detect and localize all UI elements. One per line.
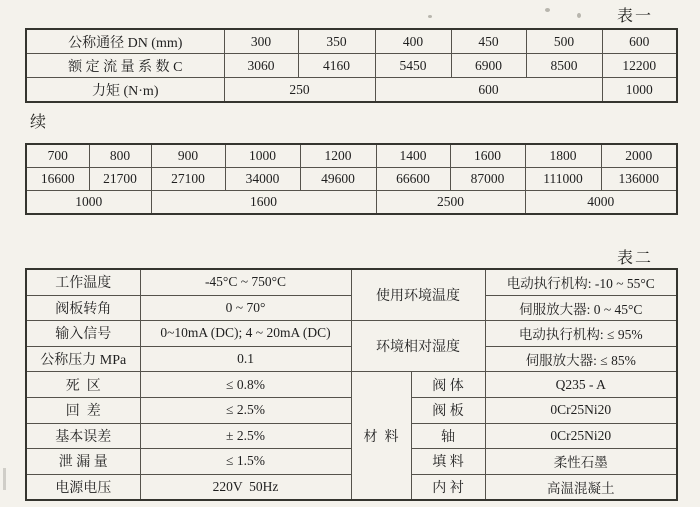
table1-caption: 表一 <box>617 8 654 25</box>
table-row <box>26 144 677 168</box>
dn-value-cell: 1000 <box>225 144 300 168</box>
spec-label-cell: 基本误差 <box>26 423 140 449</box>
torque-value-cell: 1000 <box>602 78 677 103</box>
scan-speck <box>428 15 432 18</box>
continued-label: 续 <box>30 114 47 131</box>
material-value-cell: 高温混凝土 <box>485 474 677 500</box>
dn-value-cell: 400 <box>375 29 451 54</box>
spec-value-cell: ≤ 0.8% <box>140 372 351 398</box>
torque-value-cell: 1600 <box>151 191 376 215</box>
flow-value-cell: 66600 <box>376 168 450 191</box>
spec-label-cell: 电源电压 <box>26 474 140 500</box>
spec-value-cell: 0.1 <box>140 346 351 372</box>
torque-value-cell: 2500 <box>376 191 525 215</box>
spec-label-cell: 工作温度 <box>26 269 140 295</box>
spec-value-cell: -45°C ~ 750°C <box>140 269 351 295</box>
flow-value-cell: 3060 <box>224 54 298 78</box>
flow-value-cell: 87000 <box>450 168 525 191</box>
dn-spec-table-continued <box>25 143 678 215</box>
material-value-cell: Q235 - A <box>485 372 677 398</box>
operating-spec-table <box>25 268 678 501</box>
spec-value-cell: ≤ 1.5% <box>140 449 351 475</box>
humidity-value-cell: 伺服放大器: ≤ 85% <box>485 346 677 372</box>
material-part-cell: 内 衬 <box>411 474 485 500</box>
material-part-cell: 阀 体 <box>411 372 485 398</box>
spec-value-cell: ± 2.5% <box>140 423 351 449</box>
table-row <box>26 168 677 191</box>
dn-value-cell: 350 <box>298 29 375 54</box>
material-part-cell: 轴 <box>411 423 485 449</box>
spec-label-cell: 输入信号 <box>26 321 140 347</box>
dn-value-cell: 1200 <box>300 144 376 168</box>
flow-value-cell: 6900 <box>451 54 526 78</box>
flow-value-cell: 5450 <box>375 54 451 78</box>
dn-value-cell: 1400 <box>376 144 450 168</box>
dn-header-cell: 公称通径 DN (mm) <box>26 29 224 54</box>
spec-value-cell: 0 ~ 70° <box>140 295 351 321</box>
dn-value-cell: 2000 <box>601 144 677 168</box>
dn-value-cell: 450 <box>451 29 526 54</box>
material-value-cell: 0Cr25Ni20 <box>485 423 677 449</box>
humidity-value-cell: 电动执行机构: ≤ 95% <box>485 321 677 347</box>
dn-value-cell: 700 <box>26 144 89 168</box>
table-row <box>26 269 677 295</box>
flow-value-cell: 111000 <box>525 168 601 191</box>
dn-value-cell: 600 <box>602 29 677 54</box>
material-label-cell: 材 料 <box>351 372 411 500</box>
spec-label-cell: 泄 漏 量 <box>26 449 140 475</box>
dn-spec-table <box>25 28 678 103</box>
table-row <box>26 321 677 347</box>
dn-value-cell: 1600 <box>450 144 525 168</box>
table-row <box>26 191 677 215</box>
spec-value-cell: 220V 50Hz <box>140 474 351 500</box>
humidity-label-cell: 环境相对湿度 <box>351 321 485 372</box>
dn-value-cell: 500 <box>526 29 602 54</box>
scan-speck <box>577 13 581 18</box>
flow-value-cell: 136000 <box>601 168 677 191</box>
material-value-cell: 柔性石墨 <box>485 449 677 475</box>
spec-label-cell: 回 差 <box>26 397 140 423</box>
env-temp-value-cell: 电动执行机构: -10 ~ 55°C <box>485 269 677 295</box>
torque-value-cell: 1000 <box>26 191 151 215</box>
spec-label-cell: 阀板转角 <box>26 295 140 321</box>
material-part-cell: 阀 板 <box>411 397 485 423</box>
scan-smudge <box>3 468 6 490</box>
table2-caption: 表二 <box>617 250 654 267</box>
flow-value-cell: 8500 <box>526 54 602 78</box>
spec-value-cell: 0~10mA (DC); 4 ~ 20mA (DC) <box>140 321 351 347</box>
torque-value-cell: 250 <box>224 78 375 103</box>
flow-value-cell: 4160 <box>298 54 375 78</box>
spec-label-cell: 公称压力 MPa <box>26 346 140 372</box>
table-row <box>26 29 677 54</box>
flow-value-cell: 12200 <box>602 54 677 78</box>
spec-label-cell: 死 区 <box>26 372 140 398</box>
table-row <box>26 78 677 103</box>
torque-value-cell: 600 <box>375 78 602 103</box>
env-temp-label-cell: 使用环境温度 <box>351 269 485 321</box>
env-temp-value-cell: 伺服放大器: 0 ~ 45°C <box>485 295 677 321</box>
flow-label-cell: 额 定 流 量 系 数 C <box>26 54 224 78</box>
dn-value-cell: 800 <box>89 144 151 168</box>
dn-value-cell: 300 <box>224 29 298 54</box>
spec-value-cell: ≤ 2.5% <box>140 397 351 423</box>
flow-value-cell: 16600 <box>26 168 89 191</box>
torque-label-cell: 力矩 (N·m) <box>26 78 224 103</box>
flow-value-cell: 49600 <box>300 168 376 191</box>
table-row <box>26 372 677 398</box>
torque-value-cell: 4000 <box>525 191 677 215</box>
flow-value-cell: 27100 <box>151 168 225 191</box>
material-part-cell: 填 料 <box>411 449 485 475</box>
table-row <box>26 54 677 78</box>
flow-value-cell: 34000 <box>225 168 300 191</box>
dn-value-cell: 900 <box>151 144 225 168</box>
flow-value-cell: 21700 <box>89 168 151 191</box>
scan-speck <box>545 8 550 12</box>
material-value-cell: 0Cr25Ni20 <box>485 397 677 423</box>
dn-value-cell: 1800 <box>525 144 601 168</box>
